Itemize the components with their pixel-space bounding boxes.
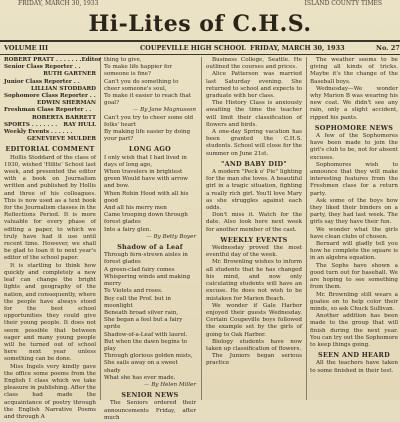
article-paragraph: A one-day Spring vacation has been granted the C.H.S. students. School will close for the summer on June 21st.: [206, 129, 302, 157]
issue-number: No. 27: [376, 44, 400, 52]
article-paragraph: The weather seems to be giving all kinds of tricks. Maybe it's the change of the Baseball boys.: [310, 57, 398, 85]
poem-title: LONG AGO: [129, 145, 171, 154]
article-paragraph: Miss Ingels very kindly gave the office some poems from the English I class which we take pleasure in publishing. After the class had made the acquaintance of poetry through the English Narrative Poems and through A: [4, 363, 96, 420]
column-4: [310, 57, 398, 400]
article-paragraph: Bernard will gladly tell you how he complete the square is in an algebra equation.: [310, 241, 398, 262]
article-paragraph: Wednesday proved the most eventful day of the week.: [206, 245, 302, 259]
weekly-events-heading: WEEKLY EVENTS: [220, 235, 288, 244]
article-paragraph: The Sophs have shown a good turn out for baseball. We are hoping to see something from them.: [310, 262, 398, 291]
top-dateline: [0, 0, 400, 8]
article-paragraph: The Juniors began serious practice: [206, 353, 302, 367]
column-2: [104, 57, 196, 421]
masthead-rule: [0, 40, 400, 42]
poem-title: Shadow of a Leaf: [117, 243, 183, 252]
poem-line: To Violets and roses.: [104, 288, 163, 295]
article-paragraph: The Seniors ordered their announcements Friday, after much: [104, 400, 196, 421]
poem-line: By making life easier by doing your part?: [104, 129, 191, 143]
article-paragraph: Business College, Seattle. He outlined the courses and prices.: [206, 57, 302, 71]
poem-line: When travelers in brightest green Would have with arrow and bow.: [104, 169, 188, 190]
staff-box: [4, 57, 102, 143]
article-paragraph: A modern "Peck o' Pie" lighting for the man she loves. A beautiful girl in a tragic situation, fighting a really rich girl. You'll love Mary as she struggles against each odds.: [206, 169, 302, 212]
column-1: [4, 57, 102, 420]
article-paragraph: Hollis Stoddard of the class of 1930, wished 'Hilite' School last week, and presented the editor with a book on Journalism written and published by Hollis and three of his colleagues. This is now used as a text book for the Journalism classes in the Reflections Period. It is more valuable for every phase of editing a paper, to which we truly have had it use until recent time. However, we shall be glad to loan it to next year's editor of the school paper.: [4, 154, 96, 262]
article-paragraph: Alice Patterson was married last Saturday evening. She returned to school and expects to graduate with her class.: [206, 71, 302, 100]
staff-row: Freshman Class Reporter . .: [4, 107, 92, 114]
poem-author: — By Helen Miller: [143, 381, 196, 388]
seen-and-heard-heading: SEEN AND HEARD: [318, 351, 390, 360]
article-paragraph: Mr. Brownling still wears a goatee on to help color their minds, so ask Chuck Sullivan.: [310, 291, 398, 312]
poem-line: She sails away on a sweet shady: [104, 360, 178, 374]
column-3: [206, 57, 302, 400]
school-name: COUPEVILLE HIGH SCHOOL: [140, 44, 246, 52]
staff-row: RUTH GARTNER: [43, 71, 96, 78]
poem-line: Beneath broad silver rain,: [104, 309, 179, 316]
staff-row: Sophomore Class Reporter . .: [4, 93, 96, 100]
poem-line: She began a feel but a fairy sprite: [104, 317, 183, 331]
poem-line: Came trooping down through forest glades: [104, 212, 188, 226]
poem-author: — By Jane Magnusson: [132, 107, 196, 114]
poem-line: Can't you do something to cheer someone's soul,: [104, 78, 179, 92]
senior-news-heading: SENIOR NEWS: [121, 391, 179, 400]
masthead-title: Hi-Lites of C.H.S.: [88, 11, 312, 37]
article-paragraph: Don't miss it. Watch for the date. Also look here next week for another member of the cast.: [206, 212, 302, 233]
volume-label: VOLUME III: [4, 44, 49, 52]
poem-line: Through fern-strewn aisles in forest glades: [104, 252, 188, 266]
staff-row: Senior Class Reporter . .: [4, 64, 81, 71]
sophomore-news-heading: SOPHOMORE NEWS: [314, 123, 394, 132]
poem-line: To make life happier for someone is fine?: [104, 64, 173, 78]
poem-line: When Robin Hood with all his good: [104, 190, 189, 204]
poem-line: Through glorious golden mists,: [104, 353, 193, 360]
staff-row: LILLIAN STODDARD: [30, 85, 96, 92]
staff-row: ROBERT PRATT . . . . . . . Editor: [4, 57, 102, 63]
poem-line: Can't you try to cheer some old folks' heart: [104, 114, 194, 128]
poem-line: Whispering winds and making merry: [104, 273, 191, 288]
staff-row: Junior Class Reporter . .: [4, 78, 80, 85]
play-heading: "AND BABY DID": [221, 159, 287, 168]
poem-line: Boy call the Prof. but in moonlight: [104, 295, 172, 309]
staff-row: SPORTS . . . . . . . RAY HULL: [4, 121, 96, 128]
article-paragraph: All the teachers have taken to some finished in their test.: [310, 360, 398, 374]
poem-line: What she has ever made.: [104, 374, 176, 381]
article-paragraph: The History Class is anxiously awaiting the time the teacher will limit their classification of flowers and birds.: [206, 100, 302, 128]
issue-date: FRIDAY, MARCH 30, 1933: [250, 44, 345, 52]
article-paragraph: A few of the Sophomores have been made to join the girl's club to be, not for absent excuses.: [310, 133, 398, 161]
article-paragraph: We wonder what the girls have clean clubs of chosen.: [310, 226, 398, 240]
poem-line: I only wish that I had lived in days of long ago,: [104, 154, 187, 168]
column-divider: [306, 57, 307, 400]
poem-line: thing to give,: [104, 57, 142, 63]
staff-row: ROBERTA BARRETT: [32, 114, 96, 121]
article-paragraph: It is startling to think how quickly and completely a new leaf can change the bright lights and geography of the nation, and consequently, where the people have always stood for the best school opportunities they could give their young people. It does not seem possible that between eager and many young people will be turned out of school here next year unless something can be done.: [4, 262, 96, 363]
top-date: FRIDAY, MARCH 30, 1933: [18, 0, 99, 7]
poem-line: To make it easier to reach that goal?: [104, 93, 192, 107]
staff-row: Weekly Events . . . . . .: [4, 129, 73, 136]
poem-line: Shadow-of-a-Leaf with laurel.: [104, 331, 188, 338]
column-divider: [100, 57, 101, 400]
staff-row: GENEVIEVE MULDER: [27, 136, 96, 143]
article-paragraph: We wonder if Gale Harbor enjoyed their guests Wednesday. Certain Coupeville boys followed the example set by the girls of going to Oak Harbor.: [206, 302, 302, 338]
poem-author: — By Betty Boyer: [146, 233, 196, 240]
poem-line: And all his merry men: [104, 205, 167, 212]
poem-line: A green-clad fairy comes: [104, 266, 175, 273]
article-paragraph: Another addition has been made to the group that will finish during the next year. You can try out the Sophomore to keep things going.: [310, 313, 399, 348]
article-paragraph: Mr. Brownling wishes to inform all students that he has changed his mind, and now only calculating students will have an excuse. He does not wish to be mistaken for Marion Beach.: [206, 259, 302, 302]
subhead-rule: [0, 54, 400, 55]
article-paragraph: Biology students have now taken up classification of flowers.: [206, 338, 302, 352]
top-paper-name: ISLAND COUNTY TIMES: [304, 0, 382, 7]
issue-info: [0, 43, 400, 53]
poem-line: Into a fairy glen.: [104, 226, 152, 233]
editorial-heading: EDITORIAL COMMENT: [5, 145, 95, 154]
staff-row: EDWIN SHERMAN: [37, 100, 96, 107]
article-paragraph: Wednesday—We wonder why Marion B was wearing his new coat. We didn't see any rain, only a slight accident, ripped his pants.: [310, 85, 398, 121]
column-divider: [201, 57, 202, 400]
article-paragraph: Sophomores wish to announce that they will make interesting features from the Freshmen class for a return party.: [310, 161, 398, 197]
article-paragraph: Ask some of the boys how they liked their binders on a party, they had last week. The girls say they have their fun.: [310, 197, 398, 226]
poem-line: But when the dawn begins to play: [104, 338, 187, 352]
